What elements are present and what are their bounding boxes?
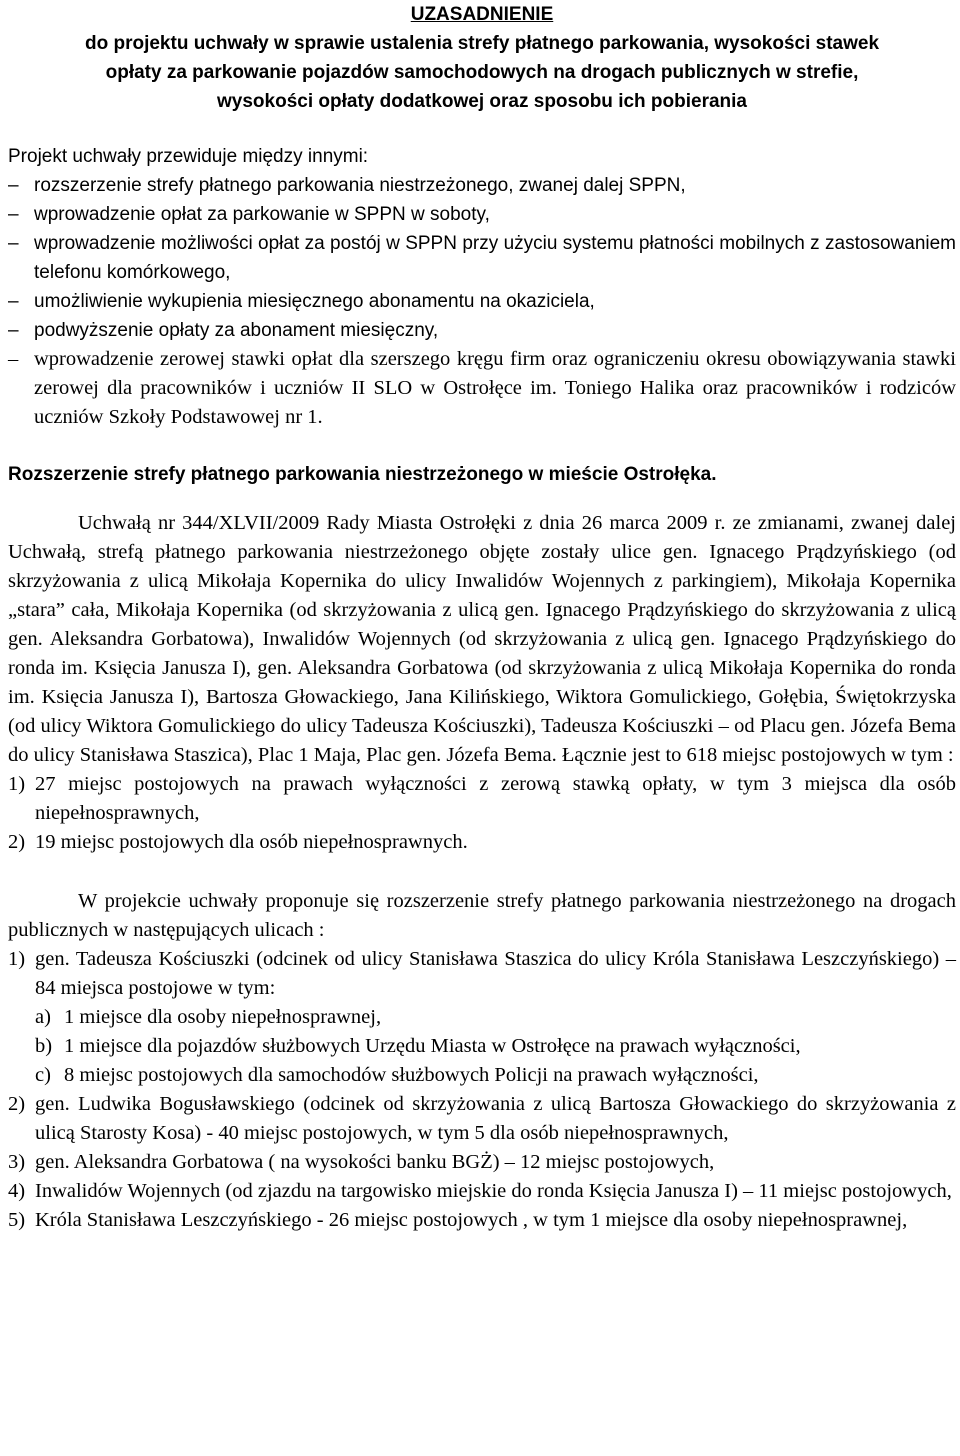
list-marker: 3): [8, 1151, 26, 1173]
list-item: [8, 1177, 956, 1206]
list-item: [8, 1148, 956, 1177]
sub-list: [35, 1003, 956, 1090]
list-item: – wprowadzenie opłat za parkowanie w SPPN w soboty,: [8, 200, 956, 229]
list-item-text: gen. Aleksandra Gorbatowa ( na wysokości banku BGŻ) – 12 miejsc postojowych,: [35, 1151, 715, 1173]
list-item: [8, 770, 956, 828]
list-marker: c): [35, 1064, 51, 1086]
list-marker: b): [35, 1035, 53, 1057]
section-paragraph: Uchwałą nr 344/XLVII/2009 Rady Miasta Ostrołęki z dnia 26 marca 2009 r. ze zmianami, zwanej dalej Uchwałą, strefą płatnego parkowania niestrzeżonego objęte zostały ulice gen. Ignacego Prądzyńskiego (od skrzyżowania z ulicą Mikołaja Kopernika do ulicy Inwalidów Wojennych z parkingiem), Mikołaja Kopernika „stara” cała, Mikołaja Kopernika (od skrzyżowania z ulicą gen. Ignacego Prądzyńskiego do skrzyżowania z ulicą gen. Aleksandra Gorbatowa), Inwalidów Wojennych (od skrzyżowania z ulicą gen. Ignacego Prądzyńskiego do ronda im. Księcia Janusza I), gen. Aleksandra Gorbatowa (od skrzyżowania z ulicą Mikołaja Kopernika do ronda im. Księcia Janusza I), Bartosza Głowackiego, Jana Kilińskiego, Wiktora Gomulickiego, Gołębia, Świętokrzyska (od ulicy Wiktora Gomulickiego do ulicy Tadeusza Kościuszki), Tadeusza Kościuszki – od Placu gen. Józefa Bema do ulicy Stanisława Staszica), Plac 1 Maja, Plac gen. Józefa Bema. Łącznie jest to 618 miejsc postojowych w tym :: [8, 512, 956, 766]
proposal-paragraph: W projekcie uchwały proponuje się rozszerzenie strefy płatnego parkowania niestrzeżonego na drogach publicznych w następujących ulicach :: [8, 890, 956, 941]
intro-dash-list: [8, 171, 956, 432]
list-marker: 4): [8, 1180, 26, 1202]
list-item-text: 27 miejsc postojowych na prawach wyłączności z zerową stawką opłaty, w tym 3 miejsca dla osób niepełnosprawnych,: [35, 773, 956, 824]
sub-list-item: [35, 1061, 956, 1090]
proposal-section: [8, 887, 956, 1235]
list-item: – wprowadzenie możliwości opłat za postój w SPPN przy użyciu systemu płatności mobilnych z zastosowaniem telefonu komórkowego,: [8, 229, 956, 287]
list-marker: 5): [8, 1209, 26, 1231]
list-item: [8, 1206, 956, 1235]
list-item-text: 1 miejsce dla pojazdów służbowych Urzędu Miasta w Ostrołęce na prawach wyłączności,: [64, 1035, 801, 1057]
list-item-text: 1 miejsce dla osoby niepełnosprawnej,: [64, 1006, 382, 1028]
document-header: [8, 0, 956, 116]
list-marker: 2): [8, 831, 26, 853]
list-item: – rozszerzenie strefy płatnego parkowania niestrzeżonego, zwanej dalej SPPN,: [8, 171, 956, 200]
list-item: – wprowadzenie zerowej stawki opłat dla szerszego kręgu firm oraz ograniczeniu okresu obowiązywania stawki zerowej dla pracowników i uczniów II SLO w Ostrołęce im. Toniego Halika oraz pracowników i rodziców uczniów Szkoły Podstawowej nr 1.: [8, 345, 956, 432]
list-item: – umożliwienie wykupienia miesięcznego abonamentu na okaziciela,: [8, 287, 956, 316]
spacer: [8, 857, 956, 887]
section-heading: Rozszerzenie strefy płatnego parkowania niestrzeżonego w mieście Ostrołęka.: [8, 464, 717, 485]
list-marker: 1): [8, 948, 26, 970]
document-title: UZASADNIENIE: [410, 4, 554, 25]
list-marker: 2): [8, 1093, 26, 1115]
subtitle-line: wysokości opłaty dodatkowej oraz sposobu ich pobierania: [217, 91, 747, 112]
document-page: [8, 0, 956, 1235]
sub-list-item: [35, 1003, 956, 1032]
list-item-text: gen. Ludwika Bogusławskiego (odcinek od skrzyżowania z ulicą Bartosza Głowackiego do skrzyżowania z ulicą Starosty Kosa) - 40 miejsc postojowych, w tym 5 dla osób niepełnosprawnych,: [35, 1093, 956, 1144]
list-item-text: Inwalidów Wojennych (od zjazdu na targowisko miejskie do ronda Księcia Janusza I) – 11 miejsc postojowych,: [35, 1180, 952, 1202]
section-numbered-list: [8, 770, 956, 857]
subtitle-line: opłaty za parkowanie pojazdów samochodowych na drogach publicznych w strefie,: [105, 62, 859, 83]
list-marker: a): [35, 1006, 51, 1028]
list-item-text: 8 miejsc postojowych dla samochodów służbowych Policji na prawach wyłączności,: [64, 1064, 759, 1086]
proposal-numbered-list: [8, 945, 956, 1235]
list-item: [8, 828, 956, 857]
intro-section: [8, 142, 956, 432]
sub-list-item: [35, 1032, 956, 1061]
list-item-text: 19 miejsc postojowych dla osób niepełnosprawnych.: [35, 831, 468, 853]
list-item-text: gen. Tadeusza Kościuszki (odcinek od ulicy Stanisława Staszica do ulicy Króla Stanisława Leszczyńskiego) – 84 miejsca postojowe w tym:: [35, 948, 956, 999]
intro-lead: Projekt uchwały przewiduje między innymi:: [8, 146, 369, 167]
list-item: [8, 1090, 956, 1148]
subtitle-line: do projektu uchwały w sprawie ustalenia strefy płatnego parkowania, wysokości stawek: [84, 33, 880, 54]
section-body: [8, 509, 956, 857]
list-item: [8, 945, 956, 1090]
list-marker: 1): [8, 773, 26, 795]
list-item: – podwyższenie opłaty za abonament miesięczny,: [8, 316, 956, 345]
list-item-text: Króla Stanisława Leszczyńskiego - 26 miejsc postojowych , w tym 1 miejsce dla osoby niepełnosprawnej,: [35, 1209, 908, 1231]
